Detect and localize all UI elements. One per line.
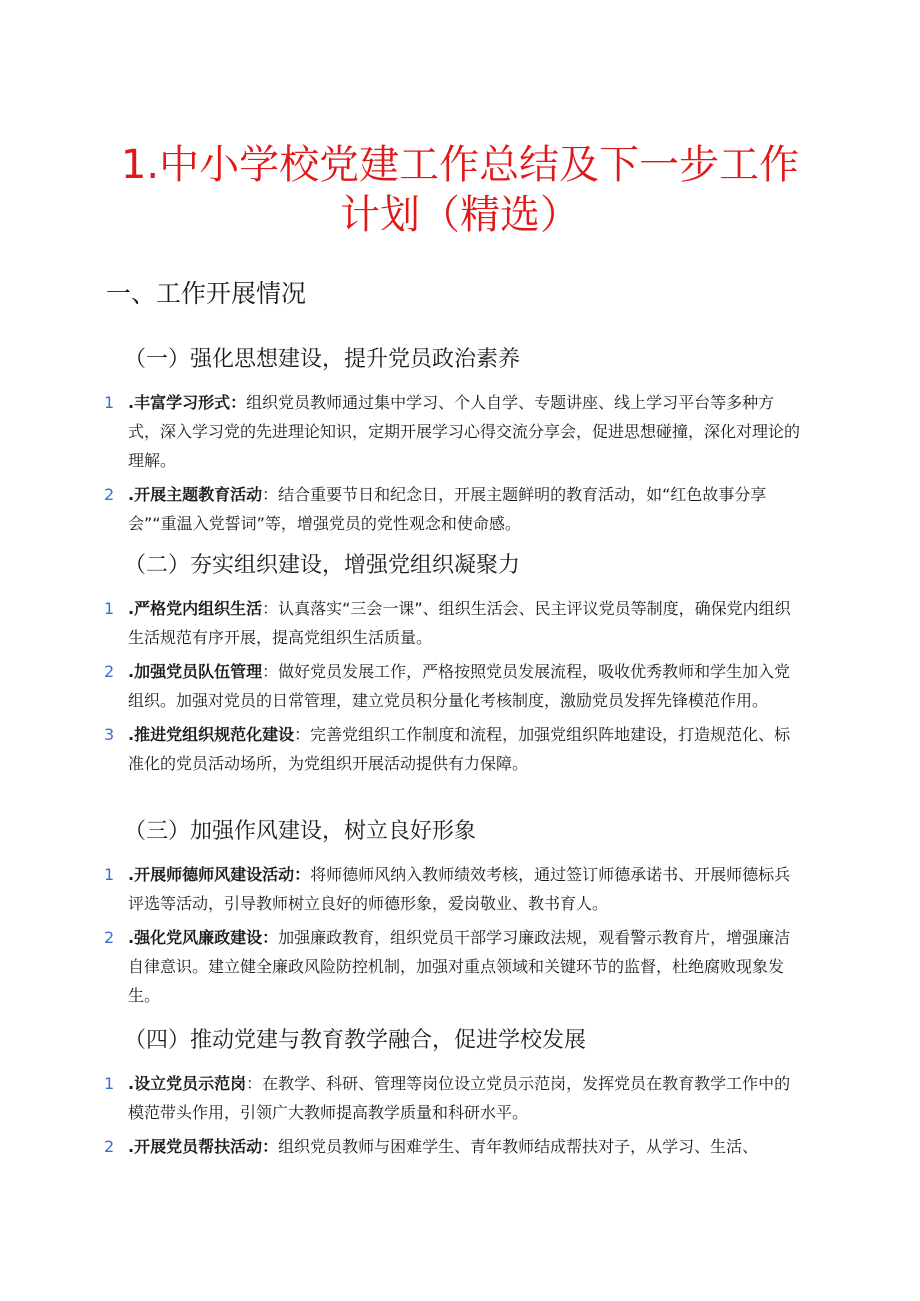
list-item — [0, 1132, 800, 1161]
subsection-heading: （四）推动党建与教育教学融合，促进学校发展 — [124, 1028, 587, 1053]
item-dot: . — [128, 1137, 135, 1156]
subsection-2 — [0, 549, 920, 778]
subsection-heading: （二）夯实组织建设，增强党组织凝聚力 — [124, 553, 521, 578]
item-text: ：认真落实“三会一课”、组织生活会、民主评议党员等制度，确保党内组织生活规范有序开展，提高党组织生活质量。 — [128, 599, 791, 647]
item-dot: . — [128, 485, 135, 504]
item-text: 组织党员教师通过集中学习、个人自学、专题讲座、线上学习平台等多种方式，深入学习党的先进理论知识，定期开展学习心得交流分享会，促进思想碰撞，深化对理论的理解。 — [128, 393, 801, 470]
item-number: 2 — [104, 1137, 115, 1156]
item-lead: 强化党风廉政建设： — [134, 928, 279, 947]
item-list — [0, 860, 920, 1010]
list-item — [0, 594, 800, 652]
item-text: 组织党员教师与困难学生、青年教师结成帮扶对子，从学习、生活、 — [278, 1137, 759, 1156]
item-text: ：完善党组织工作制度和流程，加强党组织阵地建设，打造规范化、标准化的党员活动场所，为党组织开展活动提供有力保障。 — [128, 725, 791, 773]
item-text: ：在教学、科研、管理等岗位设立党员示范岗，发挥党员在教育教学工作中的模范带头作用，引领广大教师提高教学质量和科研水平。 — [128, 1074, 791, 1122]
subsection-heading: （一）强化思想建设，提升党员政治素养 — [124, 347, 521, 372]
list-item — [0, 720, 800, 778]
list-item — [0, 1069, 800, 1127]
list-item — [0, 657, 800, 715]
list-item — [0, 923, 800, 1010]
item-number: 3 — [104, 725, 115, 744]
item-text: 加强廉政教育，组织党员干部学习廉政法规，观看警示教育片，增强廉洁自律意识。建立健全廉政风险防控机制，加强对重点领域和关键环节的监督，杜绝腐败现象发生。 — [128, 928, 791, 1005]
title-line-1: 1.中小学校党建工作总结及下一步工作 — [120, 142, 800, 188]
item-dot: . — [128, 393, 135, 412]
item-text: ：做好党员发展工作，严格按照党员发展流程，吸收优秀教师和学生加入党组织。加强对党员的日常管理，建立党员积分量化考核制度，激励党员发挥先锋模范作用。 — [128, 662, 791, 710]
item-text: ：结合重要节日和纪念日，开展主题鲜明的教育活动，如“红色故事分享会”“重温入党誓词”等，增强党员的党性观念和使命感。 — [128, 485, 767, 533]
subsection-4 — [0, 1024, 920, 1161]
subsection-1 — [0, 343, 920, 538]
item-number: 1 — [104, 599, 115, 618]
item-number: 1 — [104, 1074, 115, 1093]
item-dot: . — [128, 599, 135, 618]
item-lead: 推进党组织规范化建设 — [134, 725, 295, 744]
item-text: 将师德师风纳入教师绩效考核，通过签订师德承诺书、开展师德标兵评选等活动，引导教师树立良好的师德形象，爱岗敬业、教书育人。 — [128, 865, 791, 913]
item-lead: 丰富学习形式： — [134, 393, 247, 412]
list-item — [0, 480, 800, 538]
title-line-2: 计划（精选） — [340, 192, 580, 238]
document-title — [100, 140, 820, 240]
item-number: 1 — [104, 865, 115, 884]
item-number: 1 — [104, 393, 115, 412]
item-dot: . — [128, 662, 135, 681]
item-list — [0, 594, 920, 778]
item-dot: . — [128, 725, 135, 744]
item-lead: 开展党员帮扶活动： — [134, 1137, 279, 1156]
item-dot: . — [128, 1074, 135, 1093]
item-lead: 严格党内组织生活 — [134, 599, 263, 618]
item-lead: 开展主题教育活动 — [134, 485, 263, 504]
item-number: 2 — [104, 928, 115, 947]
subsection-heading: （三）加强作风建设，树立良好形象 — [124, 819, 477, 844]
item-list — [0, 388, 920, 538]
item-lead: 设立党员示范岗 — [134, 1074, 247, 1093]
item-number: 2 — [104, 662, 115, 681]
subsection-3 — [0, 815, 920, 1010]
item-lead: 开展师德师风建设活动： — [134, 865, 311, 884]
list-item — [0, 388, 800, 475]
item-list — [0, 1069, 920, 1161]
item-lead: 加强党员队伍管理 — [134, 662, 263, 681]
section-heading: 一、工作开展情况 — [106, 279, 307, 308]
list-item — [0, 860, 800, 918]
item-dot: . — [128, 928, 135, 947]
item-dot: . — [128, 865, 135, 884]
item-number: 2 — [104, 485, 115, 504]
